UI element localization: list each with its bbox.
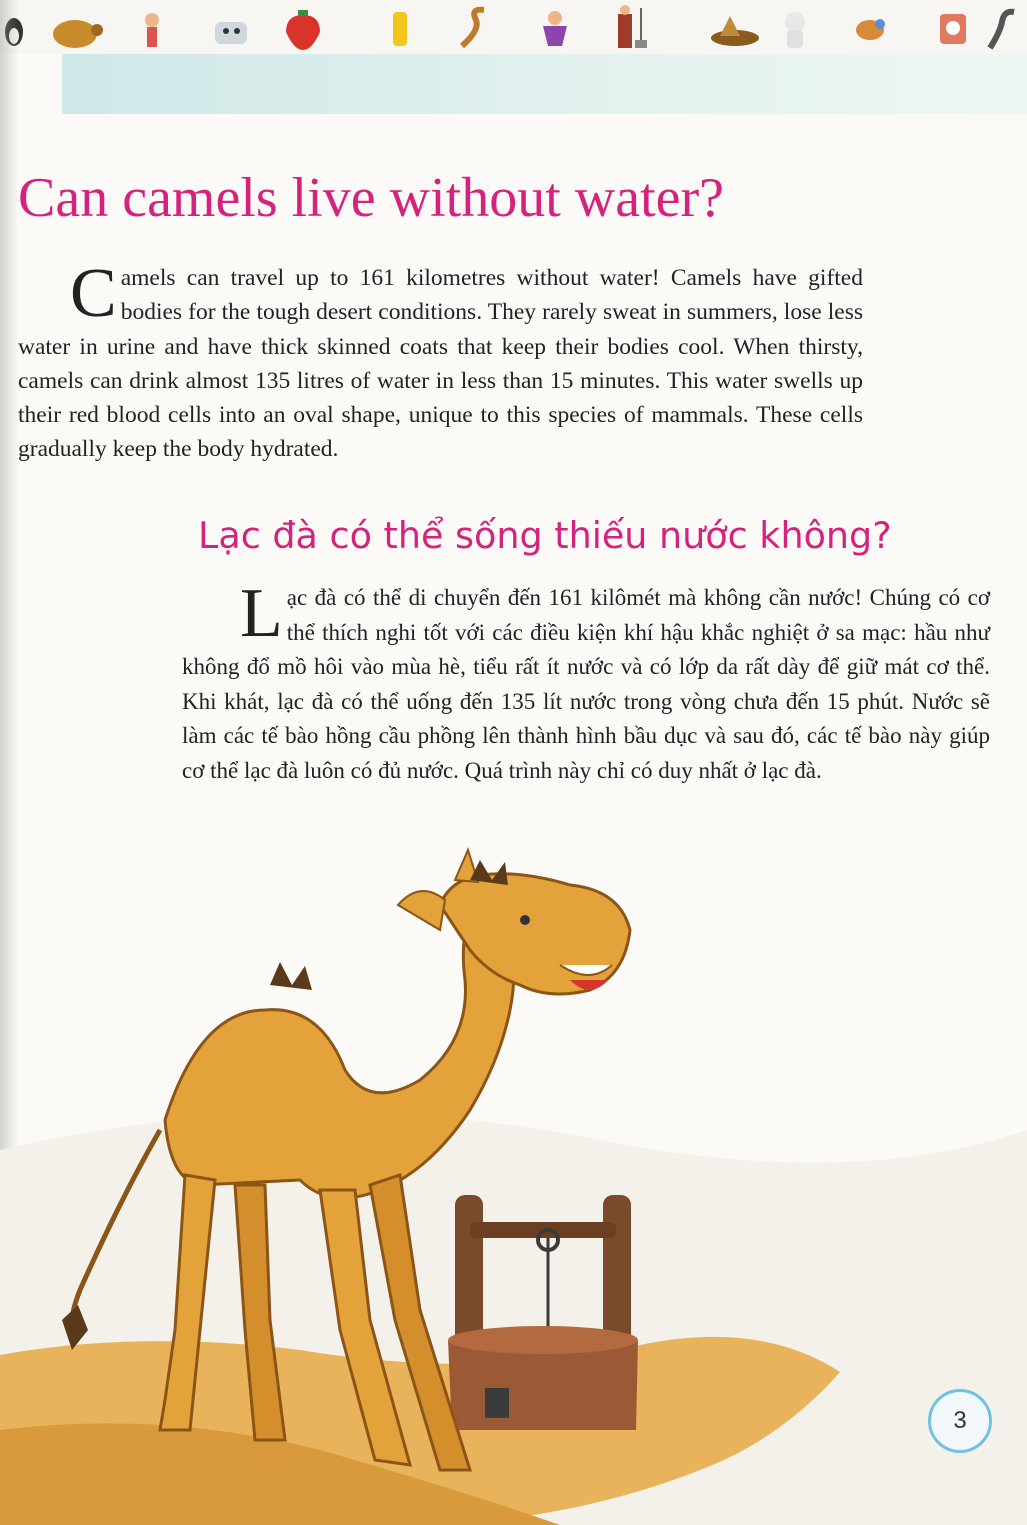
- english-body: amels can travel up to 161 kilometres without water! Camels have gifted bodies for the tough desert conditions. They rarely sweat in summers, lose less water in urine and have thick skinned coats that keep their bodies cool. When thirsty, camels can drink almost 135 litres of water in less than 15 minutes. This water swells up their red blood cells into an oval shape, unique to this species of mammals. These cells gradually keep the body hydrated.: [18, 265, 863, 463]
- english-dropcap: C: [70, 255, 117, 332]
- clown-icon: [543, 11, 567, 46]
- fan-icon: [635, 8, 647, 48]
- vietnamese-dropcap: L: [240, 575, 283, 652]
- ufo-icon: [711, 16, 759, 46]
- clock-icon: [940, 14, 966, 44]
- strawberry-icon: [286, 10, 320, 50]
- mascot-border: [0, 0, 1027, 54]
- robot-icon: [215, 22, 247, 44]
- camel-illustration: [0, 830, 1027, 1525]
- turtle-icon: [53, 20, 103, 48]
- page-number: 3: [928, 1389, 992, 1453]
- english-paragraph: [18, 255, 863, 467]
- fairy-icon: [145, 13, 159, 47]
- jester-icon: [618, 5, 632, 48]
- vietnamese-title: Lạc đà có thể sống thiếu nước không?: [198, 514, 892, 557]
- snake-icon: [462, 10, 484, 46]
- vietnamese-body: ạc đà có thể di chuyển đến 161 kilômét mà không cần nước! Chúng có cơ thể thích nghi tốt với các điều kiện khí hậu khắc nghiệt ở sa mạc: hầu như không đổ mồ hôi vào mùa hè, tiểu rất ít nước và có lớp da rất dày để giữ mát cơ thể. Khi khát, lạc đà có thể uống đến 135 lít nước trong vòng chưa đến 15 phút. Nước sẽ làm các tế bào hồng cầu phồng lên thành hình bầu dục và sau đó, các tế bào này giúp cơ thể lạc đà luôn có đủ nước. Quá trình này chỉ có duy nhất ở lạc đà.: [182, 585, 990, 783]
- bottle-icon: [393, 12, 407, 46]
- header-band: [62, 54, 1027, 114]
- astronaut-icon: [785, 12, 805, 48]
- english-title: Can camels live without water?: [18, 167, 724, 229]
- bird-icon: [856, 19, 885, 40]
- cobra-icon: [990, 12, 1014, 48]
- vietnamese-paragraph: [182, 575, 990, 788]
